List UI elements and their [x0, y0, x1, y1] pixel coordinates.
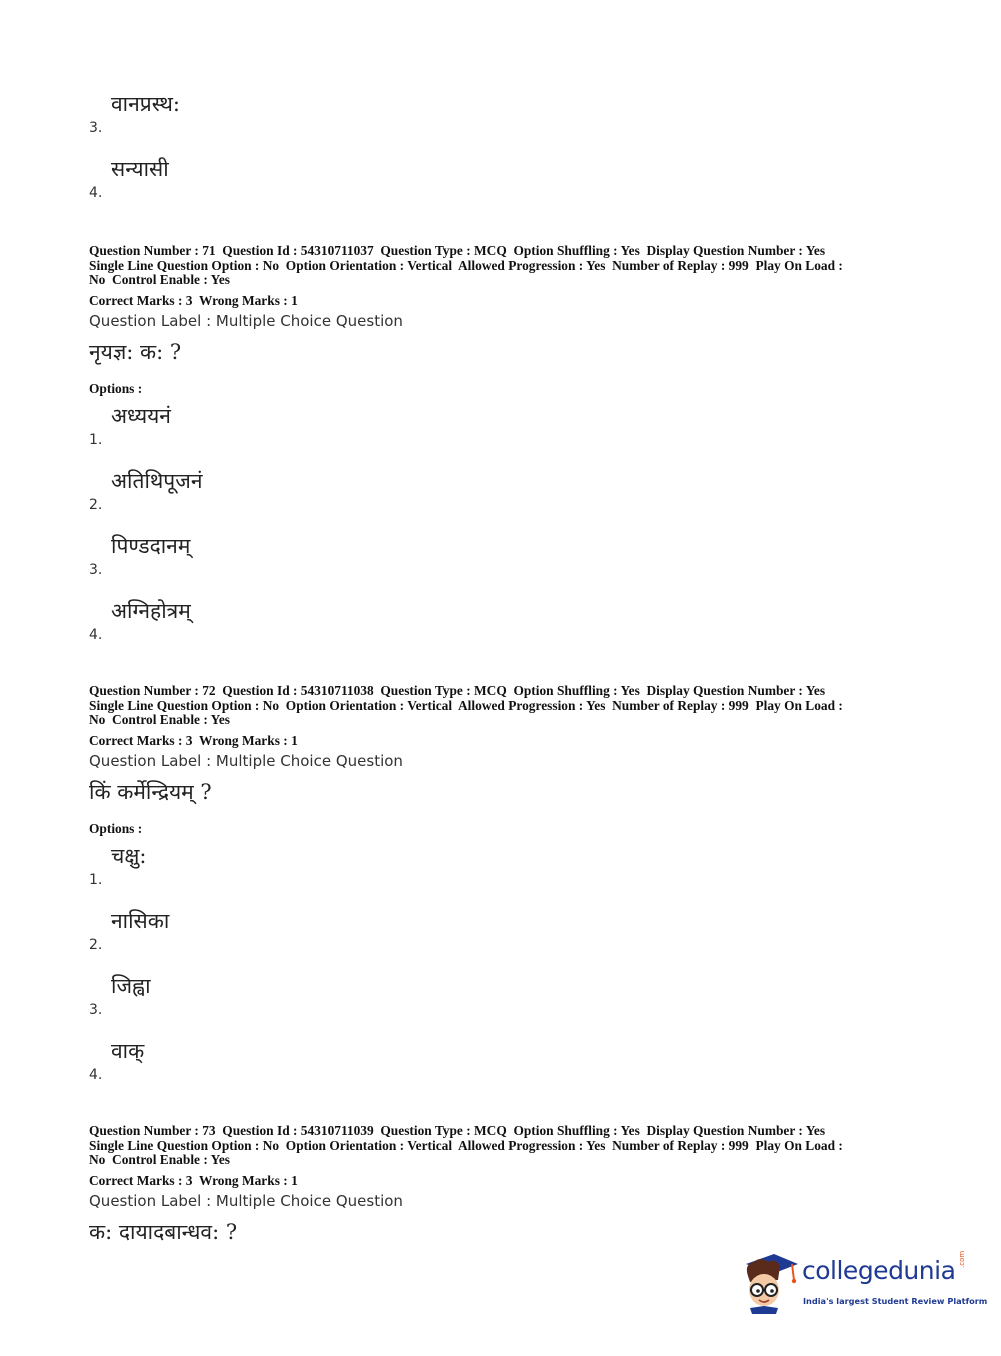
option-number: 4.: [89, 627, 103, 643]
question-71-label: Question Label : Multiple Choice Question: [89, 312, 403, 330]
option-number: 3.: [89, 120, 103, 136]
prev-option-3: [89, 90, 389, 136]
option-number: 2.: [89, 497, 103, 513]
option-number: 3.: [89, 1002, 103, 1018]
logo-tagline: India's largest Student Review Platform: [803, 1296, 988, 1306]
option-number: 2.: [89, 937, 103, 953]
metadata-line: No Control Enable : Yes: [89, 1152, 230, 1167]
logo-domain-suffix: .com: [958, 1250, 966, 1268]
question-71-option-2: [89, 467, 389, 513]
question-72-label: Question Label : Multiple Choice Question: [89, 752, 403, 770]
question-73-metadata: [89, 1124, 919, 1168]
option-text: पिण्डदानम्: [111, 534, 191, 558]
option-text: सन्यासी: [111, 157, 169, 181]
metadata-line: No Control Enable : Yes: [89, 272, 230, 287]
question-72-options-heading: Options :: [89, 821, 143, 836]
metadata-line: Question Number : 71 Question Id : 54310711037 Question Type : MCQ Option Shuffling : Yes Display Question Number : Yes: [89, 243, 826, 258]
question-73-marks: Correct Marks : 3 Wrong Marks : 1: [89, 1173, 298, 1188]
metadata-line: Question Number : 73 Question Id : 54310711039 Question Type : MCQ Option Shuffling : Yes Display Question Number : Yes: [89, 1123, 826, 1138]
option-text: अग्निहोत्रम्: [111, 599, 191, 623]
question-72-text: किं कर्मेन्द्रियम् ?: [89, 780, 212, 804]
metadata-line: Question Number : 72 Question Id : 54310711038 Question Type : MCQ Option Shuffling : Yes Display Question Number : Yes: [89, 683, 826, 698]
question-71-options-heading: Options :: [89, 381, 143, 396]
question-72-metadata: [89, 684, 919, 728]
collegedunia-logo: [740, 1250, 988, 1320]
option-text: अध्ययनं: [111, 404, 171, 428]
question-72-option-4: [89, 1037, 389, 1083]
question-72-option-3: [89, 972, 389, 1018]
option-text: अतिथिपूजनं: [111, 469, 203, 493]
question-71-option-4: [89, 597, 389, 643]
option-text: जिह्वा: [111, 974, 151, 998]
option-number: 3.: [89, 562, 103, 578]
metadata-line: Single Line Question Option : No Option Orientation : Vertical Allowed Progression : Yes Number of Replay : 999 Play On Load :: [89, 257, 843, 273]
collegedunia-mascot-icon: [740, 1250, 800, 1314]
question-73-label: Question Label : Multiple Choice Question: [89, 1192, 403, 1210]
metadata-line: No Control Enable : Yes: [89, 712, 230, 727]
question-72-option-1: [89, 842, 389, 888]
metadata-line: Single Line Question Option : No Option Orientation : Vertical Allowed Progression : Yes Number of Replay : 999 Play On Load :: [89, 1137, 843, 1153]
option-text: चक्षु:: [111, 844, 147, 868]
option-number: 4.: [89, 185, 103, 201]
metadata-line: Single Line Question Option : No Option Orientation : Vertical Allowed Progression : Yes Number of Replay : 999 Play On Load :: [89, 697, 843, 713]
question-73-text: क: दायादबान्धव: ?: [89, 1220, 238, 1244]
option-number: 1.: [89, 872, 103, 888]
option-text: नासिका: [111, 909, 170, 933]
question-72-marks: Correct Marks : 3 Wrong Marks : 1: [89, 733, 298, 748]
option-text: वानप्रस्थ:: [111, 92, 180, 116]
prev-option-4: [89, 155, 389, 201]
question-71-option-1: [89, 402, 389, 448]
option-number: 1.: [89, 432, 103, 448]
question-71-option-3: [89, 532, 389, 578]
option-text: वाक्: [111, 1039, 145, 1063]
question-71-metadata: [89, 244, 919, 288]
question-72-option-2: [89, 907, 389, 953]
question-71-marks: Correct Marks : 3 Wrong Marks : 1: [89, 293, 298, 308]
logo-wordmark: collegedunia: [802, 1256, 956, 1285]
option-number: 4.: [89, 1067, 103, 1083]
question-71-text: नृयज्ञ: क: ?: [89, 340, 182, 364]
